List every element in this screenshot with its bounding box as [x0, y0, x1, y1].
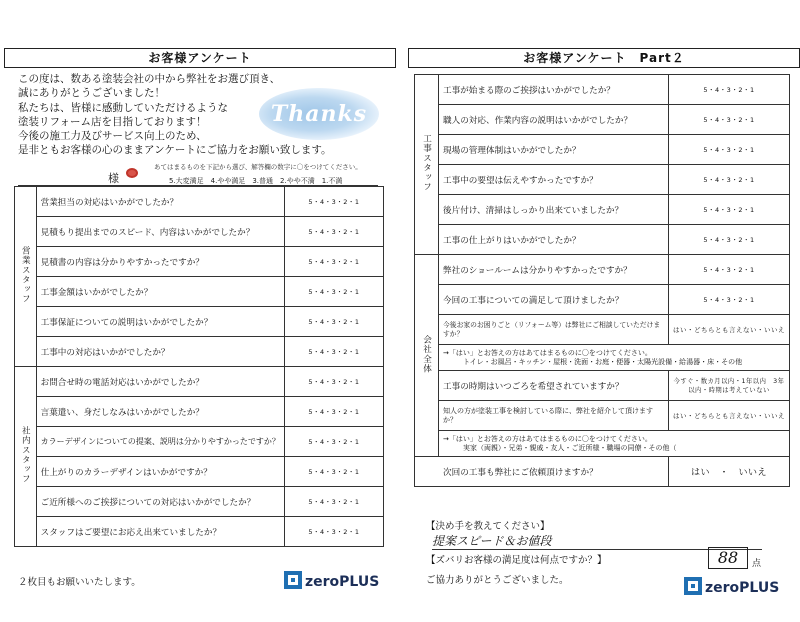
table-row — [15, 187, 384, 217]
rating-scale[interactable]: 5・4・3・2・1 — [669, 195, 790, 225]
zeroplus-logo-icon — [684, 577, 702, 595]
rating-scale[interactable]: 5・4・3・2・1 — [669, 165, 790, 195]
survey-page-1 — [4, 0, 396, 622]
rating-scale[interactable]: 5・4・3・2・1 — [284, 217, 383, 247]
table-row — [415, 457, 790, 487]
table-row — [15, 337, 384, 367]
refer-question: 知人の方が塗装工事を検討している際に、弊社を紹介して頂けますか？ — [439, 401, 669, 431]
intro-text: この度は、数ある塗装会社の中から弊社をお選び頂き、 誠にありがとうございました！ 私たちは、皆様に感動していただけるような 塗装リフォーム店を目指しております！ 今後の施工力及びサービス向上のため、 是非ともお客様の心のままアンケートにご協力をお願い致します。 — [18, 73, 332, 157]
table-row — [415, 315, 790, 345]
reform-question: 今後お家のお困りごと（リフォーム等）は弊社にご相談していただけますか？ — [439, 315, 669, 345]
timing-answer[interactable]: 今すぐ・数カ月以内・1年以内 3年以内・時期は考えていない — [669, 371, 790, 401]
thanks-footer: ご協力ありがとうございました。 — [426, 575, 569, 586]
question-text: 工事の仕上がりはいかがでしたか？ — [439, 225, 669, 255]
question-text: 仕上がりのカラーデザインはいかがですか？ — [36, 457, 284, 487]
table-row — [415, 285, 790, 315]
score-box[interactable]: 88 — [708, 547, 748, 569]
table-row — [415, 255, 790, 285]
table-row — [415, 431, 790, 457]
rating-scale[interactable]: 5・4・3・2・1 — [669, 225, 790, 255]
table-row — [15, 217, 384, 247]
score-unit: 点 — [752, 559, 762, 569]
question-text: 今回の工事についての満足して頂けましたか？ — [439, 285, 669, 315]
table-row — [415, 371, 790, 401]
table-row — [415, 195, 790, 225]
question-text: ご近所様へのご挨拶についての対応はいかがでしたか？ — [36, 487, 284, 517]
table-row — [415, 165, 790, 195]
survey-page-2 — [408, 0, 800, 622]
question-text: 工事中の要望は伝えやすかったですか？ — [439, 165, 669, 195]
question-text: 言葉遣い、身だしなみはいかがでしたか？ — [36, 397, 284, 427]
reform-sub-items[interactable]: トイレ・お風呂・キッチン・屋根・洗面・お庭・便器・太陽光設備・給湯器・床・その他 — [463, 357, 743, 366]
question-text: 後片付け、清掃はしっかり出来ていましたか？ — [439, 195, 669, 225]
rating-scale[interactable]: 5・4・3・2・1 — [284, 247, 383, 277]
question-text: スタッフはご要望にお応え出来ていましたか？ — [36, 517, 284, 547]
rating-scale[interactable]: 5・4・3・2・1 — [284, 397, 383, 427]
table-row — [415, 105, 790, 135]
table-row — [15, 457, 384, 487]
question-text: 工事中の対応はいかがでしたか？ — [36, 337, 284, 367]
zeroplus-logo-icon — [284, 571, 302, 589]
category-sales: 営業スタッフ — [15, 187, 37, 367]
rating-scale[interactable]: 5・4・3・2・1 — [284, 307, 383, 337]
table-row — [15, 307, 384, 337]
table-row — [15, 517, 384, 547]
rating-scale[interactable]: 5・4・3・2・1 — [284, 187, 383, 217]
category-company: 会社全体 — [415, 255, 439, 457]
score-label: 【ズバリお客様の満足度は何点ですか？】 — [426, 555, 607, 566]
reform-answer[interactable]: はい・どちらとも言えない・いいえ — [669, 315, 790, 345]
question-text: 次回の工事も弊社にご依頼頂けますか？ — [415, 457, 669, 487]
question-text: 職人の対応、作業内容の説明はいかがでしたか？ — [439, 105, 669, 135]
sama-label: 様 — [108, 172, 119, 185]
footer-note: ２枚目もお願いいたします。 — [18, 577, 141, 588]
rating-scale[interactable]: 5・4・3・2・1 — [284, 487, 383, 517]
rating-instruction: あてはまるものを下記から選び、解答欄の数字に〇をつけてください。 — [154, 163, 362, 171]
reform-sub: →「はい」とお答えの方はあてはまるものに〇をつけてください。 トイレ・お風呂・キッチン・屋根・洗面・お庭・便器・太陽光設備・給湯器・床・その他 — [439, 345, 790, 371]
rating-scale[interactable]: 5・4・3・2・1 — [284, 367, 383, 397]
question-text: 工事の時期はいつごろを希望されていますか？ — [439, 371, 669, 401]
question-text: 見積もり提出までのスピード、内容はいかがでしたか？ — [36, 217, 284, 247]
table-row — [15, 277, 384, 307]
table-row — [415, 75, 790, 105]
next-answer[interactable]: はい ・ いいえ — [669, 457, 790, 487]
refer-sub-items[interactable]: 実家（両親）・兄弟・親戚・友人・ご近所様・職場の同僚・その他（ — [463, 443, 677, 452]
question-text: 弊社のショールームは分かりやすかったですか？ — [439, 255, 669, 285]
table-row — [15, 397, 384, 427]
table-row — [415, 401, 790, 431]
zeroplus-logo: zeroPLUS — [284, 570, 379, 594]
refer-sub: →「はい」とお答えの方はあてはまるものに〇をつけてください。 実家（両親）・兄弟・親戚・友人・ご近所様・職場の同僚・その他（ — [439, 431, 790, 457]
question-text: カラーデザインについての提案、説明は分かりやすかったですか？ — [36, 427, 284, 457]
rating-scale[interactable]: 5・4・3・2・1 — [284, 337, 383, 367]
refer-answer[interactable]: はい・どちらとも言えない・いいえ — [669, 401, 790, 431]
rating-legend: 5.大変満足 4.やや満足 3.普通 2.やや不満 1.不満 — [169, 177, 343, 185]
table-row — [415, 345, 790, 371]
question-text: お問合せ時の電話対応はいかがでしたか？ — [36, 367, 284, 397]
rating-scale[interactable]: 5・4・3・2・1 — [669, 135, 790, 165]
table-row — [15, 487, 384, 517]
table-row — [15, 247, 384, 277]
rating-scale[interactable]: 5・4・3・2・1 — [669, 285, 790, 315]
table-row — [15, 427, 384, 457]
rating-scale[interactable]: 5・4・3・2・1 — [284, 277, 383, 307]
table-row — [415, 135, 790, 165]
decision-answer[interactable]: 提案スピード＆お値段 — [432, 532, 762, 550]
question-text: 工事保証についての説明はいかがでしたか？ — [36, 307, 284, 337]
page-title: お客様アンケート — [4, 48, 396, 68]
questions-table-part2 — [414, 74, 790, 487]
question-text: 工事金額はいかがでしたか？ — [36, 277, 284, 307]
questions-table-sales — [14, 186, 384, 547]
table-row — [415, 225, 790, 255]
rating-scale[interactable]: 5・4・3・2・1 — [284, 517, 383, 547]
thanks-watercolor-logo: Thanks — [259, 88, 379, 140]
rating-scale[interactable]: 5・4・3・2・1 — [284, 457, 383, 487]
question-text: 営業担当の対応はいかがでしたか？ — [36, 187, 284, 217]
rating-scale[interactable]: 5・4・3・2・1 — [669, 255, 790, 285]
table-row — [15, 367, 384, 397]
category-construction: 工事スタッフ — [415, 75, 439, 255]
rating-scale[interactable]: 5・4・3・2・1 — [669, 105, 790, 135]
question-text: 工事が始まる際のご挨拶はいかがでしたか？ — [439, 75, 669, 105]
page-title: お客様アンケート Part２ — [408, 48, 800, 68]
rating-scale[interactable]: 5・4・3・2・1 — [284, 427, 383, 457]
question-text: 見積書の内容は分かりやすかったですか？ — [36, 247, 284, 277]
rating-scale[interactable]: 5・4・3・2・1 — [669, 75, 790, 105]
zeroplus-logo: zeroPLUS — [684, 576, 779, 600]
red-check-mark — [126, 168, 138, 178]
question-text: 現場の管理体制はいかがでしたか？ — [439, 135, 669, 165]
category-office: 社内スタッフ — [15, 367, 37, 547]
decision-label: 【決め手を教えてください】 — [426, 521, 550, 532]
